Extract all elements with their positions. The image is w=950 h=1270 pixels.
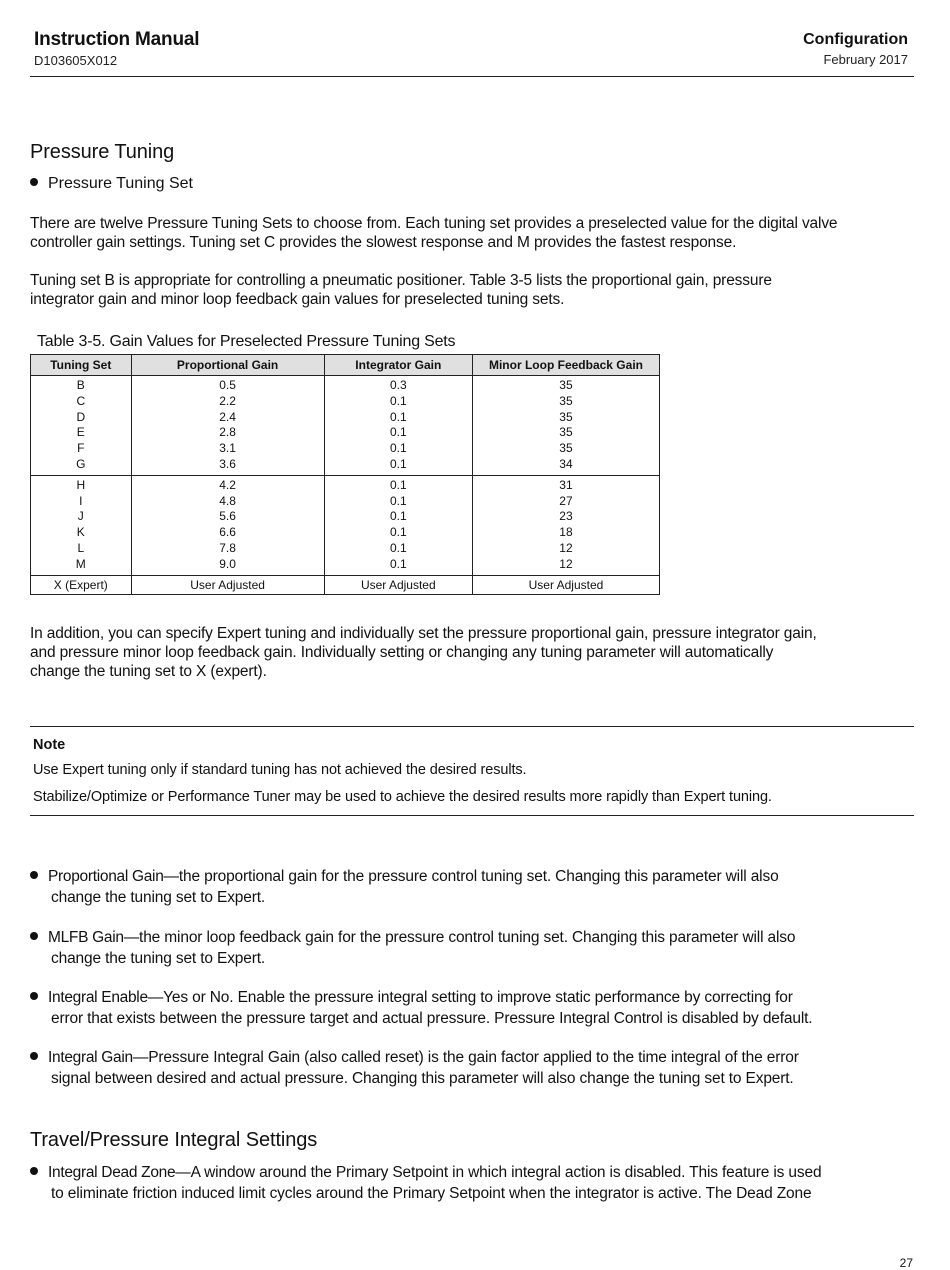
bullet-text: —Pressure Integral Gain (also called reset) is the gain factor applied to the time integral of the error xyxy=(132,1049,799,1066)
paragraph-line: controller gain settings. Tuning set C provides the slowest response and M provides the fastest response. xyxy=(30,234,737,251)
bullet-term: Integral Gain xyxy=(48,1049,133,1066)
table-row-expert xyxy=(31,575,660,594)
tuning-set-b-paragraph xyxy=(30,271,920,309)
bullet-text: —the minor loop feedback gain for the pressure control tuning set. Changing this parameter will also xyxy=(123,929,796,946)
paragraph-line: and pressure minor loop feedback gain. Individually setting or changing any tuning parameter will automatically xyxy=(30,644,774,661)
manual-title: Instruction Manual xyxy=(34,29,200,50)
bullet-dot-icon xyxy=(30,871,38,879)
column-header-mlfb-gain: Minor Loop Feedback Gain xyxy=(472,355,659,376)
bullet-dot-icon xyxy=(30,992,38,1000)
gain-values-table xyxy=(30,354,660,595)
bullet-term: Proportional Gain xyxy=(48,868,164,885)
bullet-dot-icon xyxy=(30,1167,38,1175)
bullet-text-continued: to eliminate friction induced limit cycles around the Primary Setpoint when the integrator is active. The Dead Zone xyxy=(51,1185,812,1202)
bullet-text: —A window around the Primary Setpoint in which integral action is disabled. This feature is used xyxy=(175,1164,822,1181)
publication-date: February 2017 xyxy=(823,52,908,67)
pressure-tuning-set-label: Pressure Tuning Set xyxy=(48,175,193,192)
table-cell: H I J K L M xyxy=(31,475,132,575)
bullet-text-continued: change the tuning set to Expert. xyxy=(51,950,266,967)
bullet-text-continued: signal between desired and actual pressure. Changing this parameter will also change the tuning set to Expert. xyxy=(51,1070,794,1087)
bullet-term: Integral Enable xyxy=(48,989,148,1006)
expert-tuning-paragraph xyxy=(30,624,920,681)
bullet-dot-icon xyxy=(30,1052,38,1060)
column-header-proportional-gain: Proportional Gain xyxy=(131,355,324,376)
paragraph-line: In addition, you can specify Expert tuning and individually set the pressure proportional gain, pressure integrator gain, xyxy=(30,625,817,642)
bullet-term: Integral Dead Zone xyxy=(48,1164,176,1181)
bullet-integral-dead-zone xyxy=(30,1162,910,1204)
column-header-integrator-gain: Integrator Gain xyxy=(324,355,472,376)
table-cell: 0.5 2.2 2.4 2.8 3.1 3.6 xyxy=(131,376,324,476)
paragraph-line: change the tuning set to X (expert). xyxy=(30,663,267,680)
table-cell: 31 27 23 18 12 12 xyxy=(472,475,659,575)
tuning-sets-intro-paragraph xyxy=(30,214,920,252)
table-cell: 4.2 4.8 5.6 6.6 7.8 9.0 xyxy=(131,475,324,575)
bullet-text: —Yes or No. Enable the pressure integral setting to improve static performance by correcting for xyxy=(147,989,793,1006)
table-cell: B C D E F G xyxy=(31,376,132,476)
bullet-integral-gain xyxy=(30,1047,910,1089)
table-header-row xyxy=(31,355,660,376)
pressure-tuning-heading: Pressure Tuning xyxy=(30,141,175,163)
bullet-text-continued: error that exists between the pressure target and actual pressure. Pressure Integral Control is disabled by default. xyxy=(51,1010,813,1027)
bullet-mlfb-gain xyxy=(30,927,910,969)
bullet-integral-enable xyxy=(30,987,910,1029)
table-cell: X (Expert) xyxy=(31,575,132,594)
note-line: Use Expert tuning only if standard tuning has not achieved the desired results. xyxy=(33,762,527,778)
table-cell: 35 35 35 35 35 34 xyxy=(472,376,659,476)
paragraph-line: Tuning set B is appropriate for controlling a pneumatic positioner. Table 3-5 lists the proportional gain, pressure xyxy=(30,272,772,289)
bullet-term: MLFB Gain xyxy=(48,929,124,946)
bullet-text: —the proportional gain for the pressure control tuning set. Changing this parameter will also xyxy=(163,868,779,885)
header-left xyxy=(34,28,199,70)
table-cell: 0.1 0.1 0.1 0.1 0.1 0.1 xyxy=(324,475,472,575)
bullet-text-continued: change the tuning set to Expert. xyxy=(51,889,266,906)
page-number: 27 xyxy=(899,1256,913,1270)
bullet-dot-icon xyxy=(30,932,38,940)
table-cell: User Adjusted xyxy=(131,575,324,594)
document-number: D103605X012 xyxy=(34,53,118,68)
paragraph-line: There are twelve Pressure Tuning Sets to choose from. Each tuning set provides a preselected value for the digital valve xyxy=(30,215,838,232)
bullet-proportional-gain xyxy=(30,866,910,908)
page-header xyxy=(30,28,914,77)
table-cell: User Adjusted xyxy=(472,575,659,594)
integral-settings-heading: Travel/Pressure Integral Settings xyxy=(30,1129,318,1151)
table-cell: User Adjusted xyxy=(324,575,472,594)
note-line: Stabilize/Optimize or Performance Tuner may be used to achieve the desired results more rapidly than Expert tuning. xyxy=(33,789,772,805)
pressure-tuning-set-bullet xyxy=(30,174,193,194)
note-box xyxy=(30,726,914,816)
column-header-tuning-set: Tuning Set xyxy=(31,355,132,376)
paragraph-line: integrator gain and minor loop feedback gain values for preselected tuning sets. xyxy=(30,291,565,308)
section-name: Configuration xyxy=(803,31,908,48)
table-row-group-h-m xyxy=(31,475,660,575)
bullet-dot-icon xyxy=(30,178,38,186)
table-cell: 0.3 0.1 0.1 0.1 0.1 0.1 xyxy=(324,376,472,476)
header-right xyxy=(803,28,908,69)
note-title: Note xyxy=(33,737,66,753)
table-row-group-b-g xyxy=(31,376,660,476)
table-caption: Table 3-5. Gain Values for Preselected Pressure Tuning Sets xyxy=(37,333,456,350)
